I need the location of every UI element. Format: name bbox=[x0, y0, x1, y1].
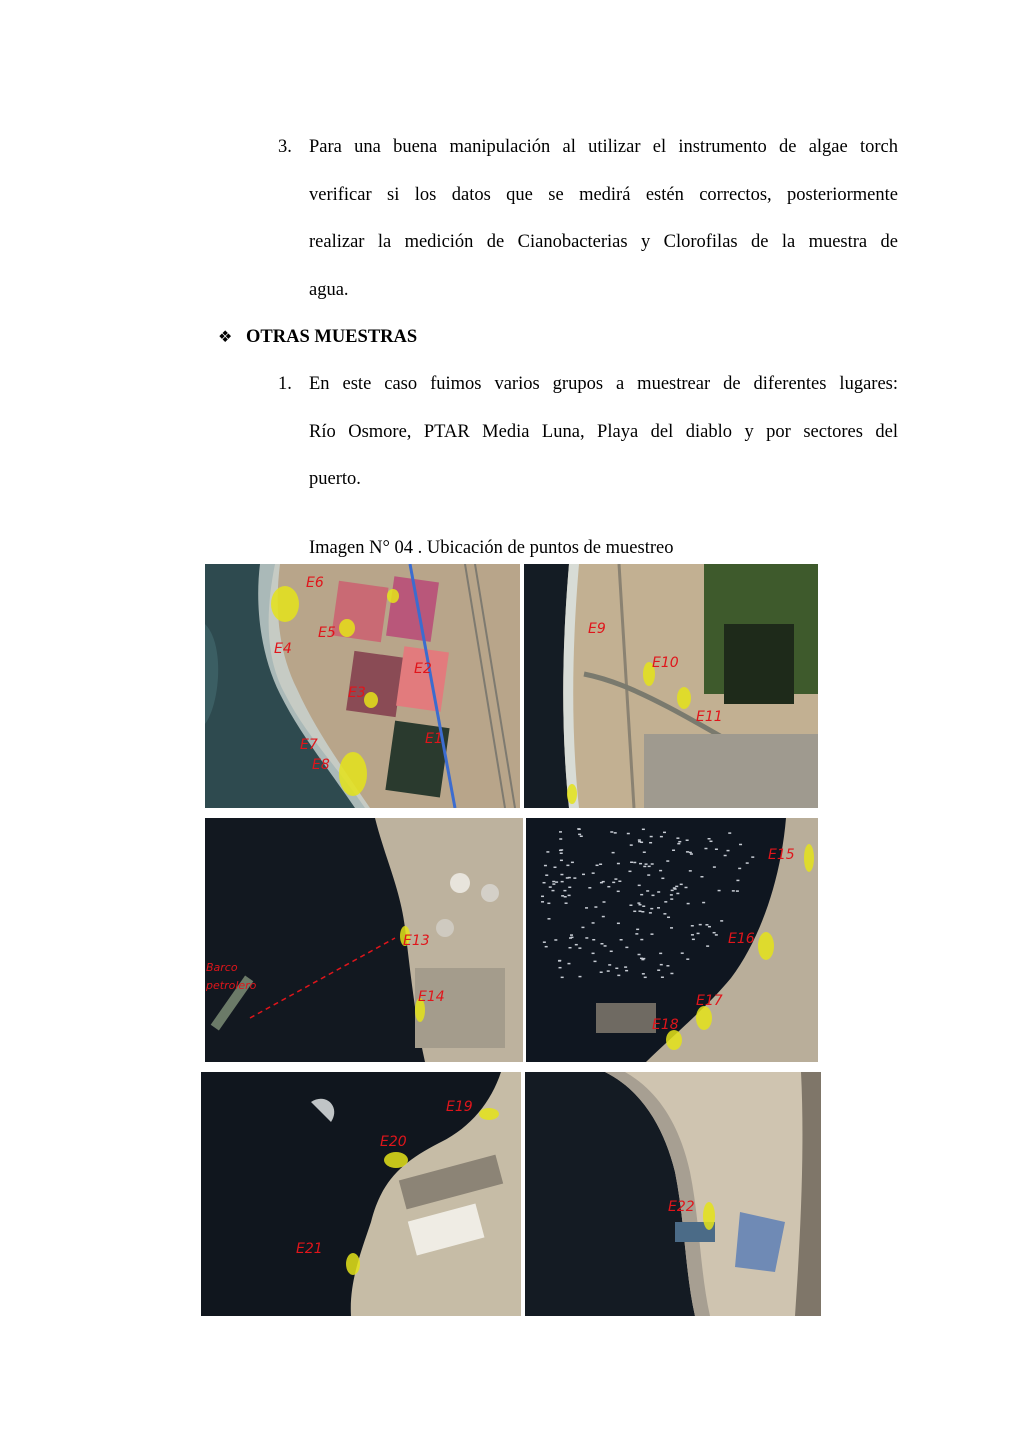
sample-point-label: E2 bbox=[414, 661, 432, 677]
boat-mark bbox=[667, 917, 670, 919]
boat-mark bbox=[625, 947, 628, 949]
sample-point-label: petrolero bbox=[206, 979, 257, 992]
boat-mark bbox=[650, 908, 653, 910]
boat-mark bbox=[700, 876, 703, 878]
sample-point-label: E8 bbox=[312, 757, 330, 773]
boat-mark bbox=[638, 954, 641, 956]
boat-mark bbox=[630, 844, 633, 846]
boat-mark bbox=[642, 905, 645, 907]
boat-mark bbox=[651, 895, 654, 897]
boat-mark bbox=[751, 856, 754, 858]
boat-mark bbox=[705, 924, 708, 926]
boat-mark bbox=[552, 881, 555, 883]
boat-mark bbox=[592, 953, 595, 955]
boat-mark bbox=[575, 944, 578, 946]
boat-mark bbox=[689, 852, 692, 854]
boat-mark bbox=[561, 881, 564, 883]
boat-mark bbox=[657, 969, 660, 971]
boat-mark bbox=[686, 851, 689, 853]
boat-mark bbox=[642, 958, 645, 960]
boat-mark bbox=[641, 911, 644, 913]
boat-mark bbox=[640, 894, 643, 896]
boat-mark bbox=[718, 890, 721, 892]
boat-mark bbox=[602, 916, 605, 918]
boat-mark bbox=[629, 904, 632, 906]
boat-mark bbox=[670, 894, 673, 896]
text-line: Para una buena manipulación al utilizar el instrumento de algae torch bbox=[309, 137, 898, 157]
boat-mark bbox=[559, 838, 562, 840]
boat-mark bbox=[673, 887, 676, 889]
boat-mark bbox=[713, 866, 716, 868]
boat-mark bbox=[637, 902, 640, 904]
boat-mark bbox=[676, 893, 679, 895]
boat-mark bbox=[612, 882, 615, 884]
boat-mark bbox=[650, 836, 653, 838]
boat-mark bbox=[547, 918, 550, 920]
sample-point-label: E4 bbox=[274, 641, 292, 657]
sample-point-label: E15 bbox=[768, 847, 795, 863]
boat-mark bbox=[657, 907, 660, 909]
boat-mark bbox=[638, 839, 641, 841]
boat-mark bbox=[728, 832, 731, 834]
boat-mark bbox=[547, 903, 550, 905]
boat-mark bbox=[724, 855, 727, 857]
boat-mark bbox=[610, 831, 613, 833]
boat-mark bbox=[551, 890, 554, 892]
boat-mark bbox=[560, 860, 563, 862]
boat-mark bbox=[664, 901, 667, 903]
boat-mark bbox=[585, 907, 588, 909]
boat-mark bbox=[602, 881, 605, 883]
boat-mark bbox=[649, 842, 652, 844]
boat-mark bbox=[604, 945, 607, 947]
boat-mark bbox=[720, 920, 723, 922]
boat-mark bbox=[633, 862, 636, 864]
section-title: OTRAS MUESTRAS bbox=[246, 327, 418, 347]
boat-mark bbox=[592, 872, 595, 874]
sample-point-label: E9 bbox=[588, 621, 606, 637]
boat-mark bbox=[543, 941, 546, 943]
boat-mark bbox=[670, 898, 673, 900]
paragraph bbox=[309, 361, 898, 504]
boat-mark bbox=[578, 828, 581, 830]
boat-mark bbox=[660, 964, 663, 966]
boat-mark bbox=[554, 939, 557, 941]
boat-mark bbox=[568, 895, 571, 897]
boat-mark bbox=[543, 882, 546, 884]
boat-mark bbox=[627, 833, 630, 835]
boat-mark bbox=[638, 885, 641, 887]
boat-mark bbox=[564, 896, 567, 898]
boat-mark bbox=[618, 881, 621, 883]
boat-mark bbox=[663, 832, 666, 834]
boat-mark bbox=[559, 850, 562, 852]
boat-mark bbox=[573, 877, 576, 879]
boat-mark bbox=[546, 851, 549, 853]
boat-mark bbox=[559, 967, 562, 969]
boat-mark bbox=[617, 975, 620, 977]
boat-mark bbox=[708, 926, 711, 928]
sample-point-label: E20 bbox=[380, 1134, 407, 1150]
sample-point-label: E1 bbox=[425, 731, 443, 747]
boat-mark bbox=[689, 870, 692, 872]
boat-mark bbox=[617, 863, 620, 865]
boat-mark bbox=[561, 977, 564, 979]
boat-mark bbox=[568, 887, 571, 889]
boat-mark bbox=[648, 866, 651, 868]
boat-mark bbox=[558, 960, 561, 962]
satellite-photo-2 bbox=[524, 564, 818, 808]
boat-mark bbox=[642, 829, 645, 831]
boat-mark bbox=[578, 947, 581, 949]
sample-point-label: E5 bbox=[318, 625, 336, 641]
boat-mark bbox=[582, 874, 585, 876]
sample-point-label: E10 bbox=[652, 655, 679, 671]
boat-mark bbox=[651, 863, 654, 865]
boat-mark bbox=[541, 896, 544, 898]
boat-mark bbox=[614, 878, 617, 880]
boat-mark bbox=[643, 866, 646, 868]
boat-mark bbox=[706, 945, 709, 947]
list-number: 1. bbox=[278, 374, 292, 394]
boat-mark bbox=[570, 934, 573, 936]
sample-point-label: E11 bbox=[696, 709, 723, 725]
text-line: En este caso fuimos varios grupos a muestrear de diferentes lugares: bbox=[309, 374, 898, 394]
boat-mark bbox=[585, 937, 588, 939]
boat-mark bbox=[630, 861, 633, 863]
boat-mark bbox=[553, 867, 556, 869]
boat-mark bbox=[566, 865, 569, 867]
boat-mark bbox=[739, 844, 742, 846]
boat-mark bbox=[563, 890, 566, 892]
boat-mark bbox=[646, 890, 649, 892]
boat-mark bbox=[677, 843, 680, 845]
boat-mark bbox=[608, 964, 611, 966]
boat-mark bbox=[639, 863, 642, 865]
boat-mark bbox=[715, 848, 718, 850]
boat-mark bbox=[544, 865, 547, 867]
sample-point-label: E13 bbox=[403, 933, 430, 949]
boat-mark bbox=[549, 886, 552, 888]
boat-mark bbox=[680, 884, 683, 886]
boat-mark bbox=[600, 943, 603, 945]
boat-mark bbox=[686, 839, 689, 841]
boat-mark bbox=[578, 976, 581, 978]
boat-mark bbox=[647, 874, 650, 876]
boat-mark bbox=[599, 864, 602, 866]
boat-mark bbox=[639, 904, 642, 906]
sample-point-label: E21 bbox=[296, 1241, 323, 1257]
boat-mark bbox=[704, 848, 707, 850]
boat-mark bbox=[569, 947, 572, 949]
boat-mark bbox=[603, 901, 606, 903]
boat-mark bbox=[642, 973, 645, 975]
sample-point-label: E6 bbox=[306, 575, 324, 591]
boat-mark bbox=[636, 929, 639, 931]
boat-mark bbox=[660, 836, 663, 838]
boat-mark bbox=[633, 911, 636, 913]
boat-mark bbox=[657, 891, 660, 893]
boat-mark bbox=[697, 933, 700, 935]
boat-mark bbox=[600, 971, 603, 973]
boat-mark bbox=[565, 902, 568, 904]
sample-point-label: E17 bbox=[696, 993, 723, 1009]
boat-mark bbox=[566, 877, 569, 879]
boat-mark bbox=[612, 852, 615, 854]
boat-mark bbox=[672, 850, 675, 852]
text-line: Río Osmore, PTAR Media Luna, Playa del diablo y por sectores del bbox=[309, 421, 898, 442]
boat-mark bbox=[676, 837, 679, 839]
boat-mark bbox=[671, 890, 674, 892]
boat-mark bbox=[659, 953, 662, 955]
boat-mark bbox=[620, 939, 623, 941]
boat-mark bbox=[552, 883, 555, 885]
boat-mark bbox=[713, 932, 716, 934]
satellite-photo-6 bbox=[525, 1072, 821, 1316]
boat-mark bbox=[596, 865, 599, 867]
boat-mark bbox=[607, 970, 610, 972]
boat-mark bbox=[559, 831, 562, 833]
boat-mark bbox=[638, 910, 641, 912]
boat-mark bbox=[570, 937, 573, 939]
boat-mark bbox=[746, 862, 749, 864]
boat-mark bbox=[687, 903, 690, 905]
sample-point-label: E16 bbox=[728, 931, 755, 947]
boat-mark bbox=[675, 886, 678, 888]
boat-mark bbox=[560, 874, 563, 876]
sample-point-label: E14 bbox=[418, 989, 445, 1005]
boat-mark bbox=[691, 934, 694, 936]
boat-mark bbox=[617, 891, 620, 893]
boat-mark bbox=[708, 838, 711, 840]
figure-caption: Imagen N° 04 . Ubicación de puntos de muestreo bbox=[309, 538, 674, 558]
boat-mark bbox=[685, 887, 688, 889]
boat-mark bbox=[666, 965, 669, 967]
boat-mark bbox=[635, 933, 638, 935]
boat-mark bbox=[580, 836, 583, 838]
boat-mark bbox=[690, 853, 693, 855]
boat-mark bbox=[541, 901, 544, 903]
boat-mark bbox=[594, 906, 597, 908]
boat-mark bbox=[592, 939, 595, 941]
boat-mark bbox=[727, 850, 730, 852]
boat-mark bbox=[567, 963, 570, 965]
text-line: puerto. bbox=[309, 469, 361, 489]
boat-mark bbox=[670, 927, 673, 929]
boat-mark bbox=[555, 881, 558, 883]
section-heading bbox=[218, 322, 417, 352]
sample-point-label: Barco bbox=[206, 961, 238, 974]
boat-mark bbox=[661, 878, 664, 880]
boat-mark bbox=[617, 923, 620, 925]
boat-mark bbox=[628, 871, 631, 873]
text-line: agua. bbox=[309, 279, 349, 300]
sample-point-label: E19 bbox=[446, 1099, 473, 1115]
list-number: 3. bbox=[278, 137, 292, 157]
boat-mark bbox=[715, 934, 718, 936]
satellite-photo-3 bbox=[205, 818, 523, 1062]
boat-mark bbox=[640, 939, 643, 941]
boat-mark bbox=[560, 852, 563, 854]
sample-point-label: E7 bbox=[300, 737, 318, 753]
boat-mark bbox=[561, 895, 564, 897]
boat-mark bbox=[681, 952, 684, 954]
boat-mark bbox=[702, 902, 705, 904]
sample-point-label: E22 bbox=[668, 1199, 695, 1215]
boat-mark bbox=[645, 863, 648, 865]
boat-mark bbox=[666, 860, 669, 862]
boat-mark bbox=[607, 886, 610, 888]
boat-mark bbox=[625, 970, 628, 972]
boat-mark bbox=[691, 925, 694, 927]
boat-mark bbox=[736, 890, 739, 892]
boat-mark bbox=[738, 868, 741, 870]
boat-mark bbox=[659, 870, 662, 872]
boat-mark bbox=[624, 966, 627, 968]
boat-mark bbox=[594, 961, 597, 963]
boat-mark bbox=[644, 977, 647, 979]
boat-mark bbox=[699, 924, 702, 926]
boat-mark bbox=[610, 951, 613, 953]
boat-mark bbox=[663, 913, 666, 915]
paragraph bbox=[309, 124, 898, 314]
boat-mark bbox=[614, 832, 617, 834]
boat-mark bbox=[670, 973, 673, 975]
boat-mark bbox=[578, 834, 581, 836]
boat-mark bbox=[692, 939, 695, 941]
boat-mark bbox=[686, 958, 689, 960]
boat-mark bbox=[571, 862, 574, 864]
boat-mark bbox=[638, 841, 641, 843]
boat-mark bbox=[615, 968, 618, 970]
text-line: verificar si los datos que se medirá estén correctos, posteriormente bbox=[309, 184, 898, 205]
boat-mark bbox=[545, 874, 548, 876]
boat-mark bbox=[709, 841, 712, 843]
boat-mark bbox=[545, 946, 548, 948]
boat-mark bbox=[678, 841, 681, 843]
boat-mark bbox=[661, 976, 664, 978]
boat-mark bbox=[643, 851, 646, 853]
satellite-photo-5 bbox=[201, 1072, 521, 1316]
boat-mark bbox=[581, 927, 584, 929]
boat-mark bbox=[588, 887, 591, 889]
boat-mark bbox=[732, 890, 735, 892]
boat-mark bbox=[592, 922, 595, 924]
boat-mark bbox=[736, 880, 739, 882]
diamond-bullet-icon: ❖ bbox=[218, 327, 233, 346]
sample-point-label: E3 bbox=[348, 685, 366, 701]
boat-mark bbox=[650, 933, 653, 935]
sample-point-label: E18 bbox=[652, 1017, 679, 1033]
boat-mark bbox=[649, 912, 652, 914]
text-line: realizar la medición de Cianobacterias y Clorofilas de la muestra de bbox=[309, 232, 898, 252]
